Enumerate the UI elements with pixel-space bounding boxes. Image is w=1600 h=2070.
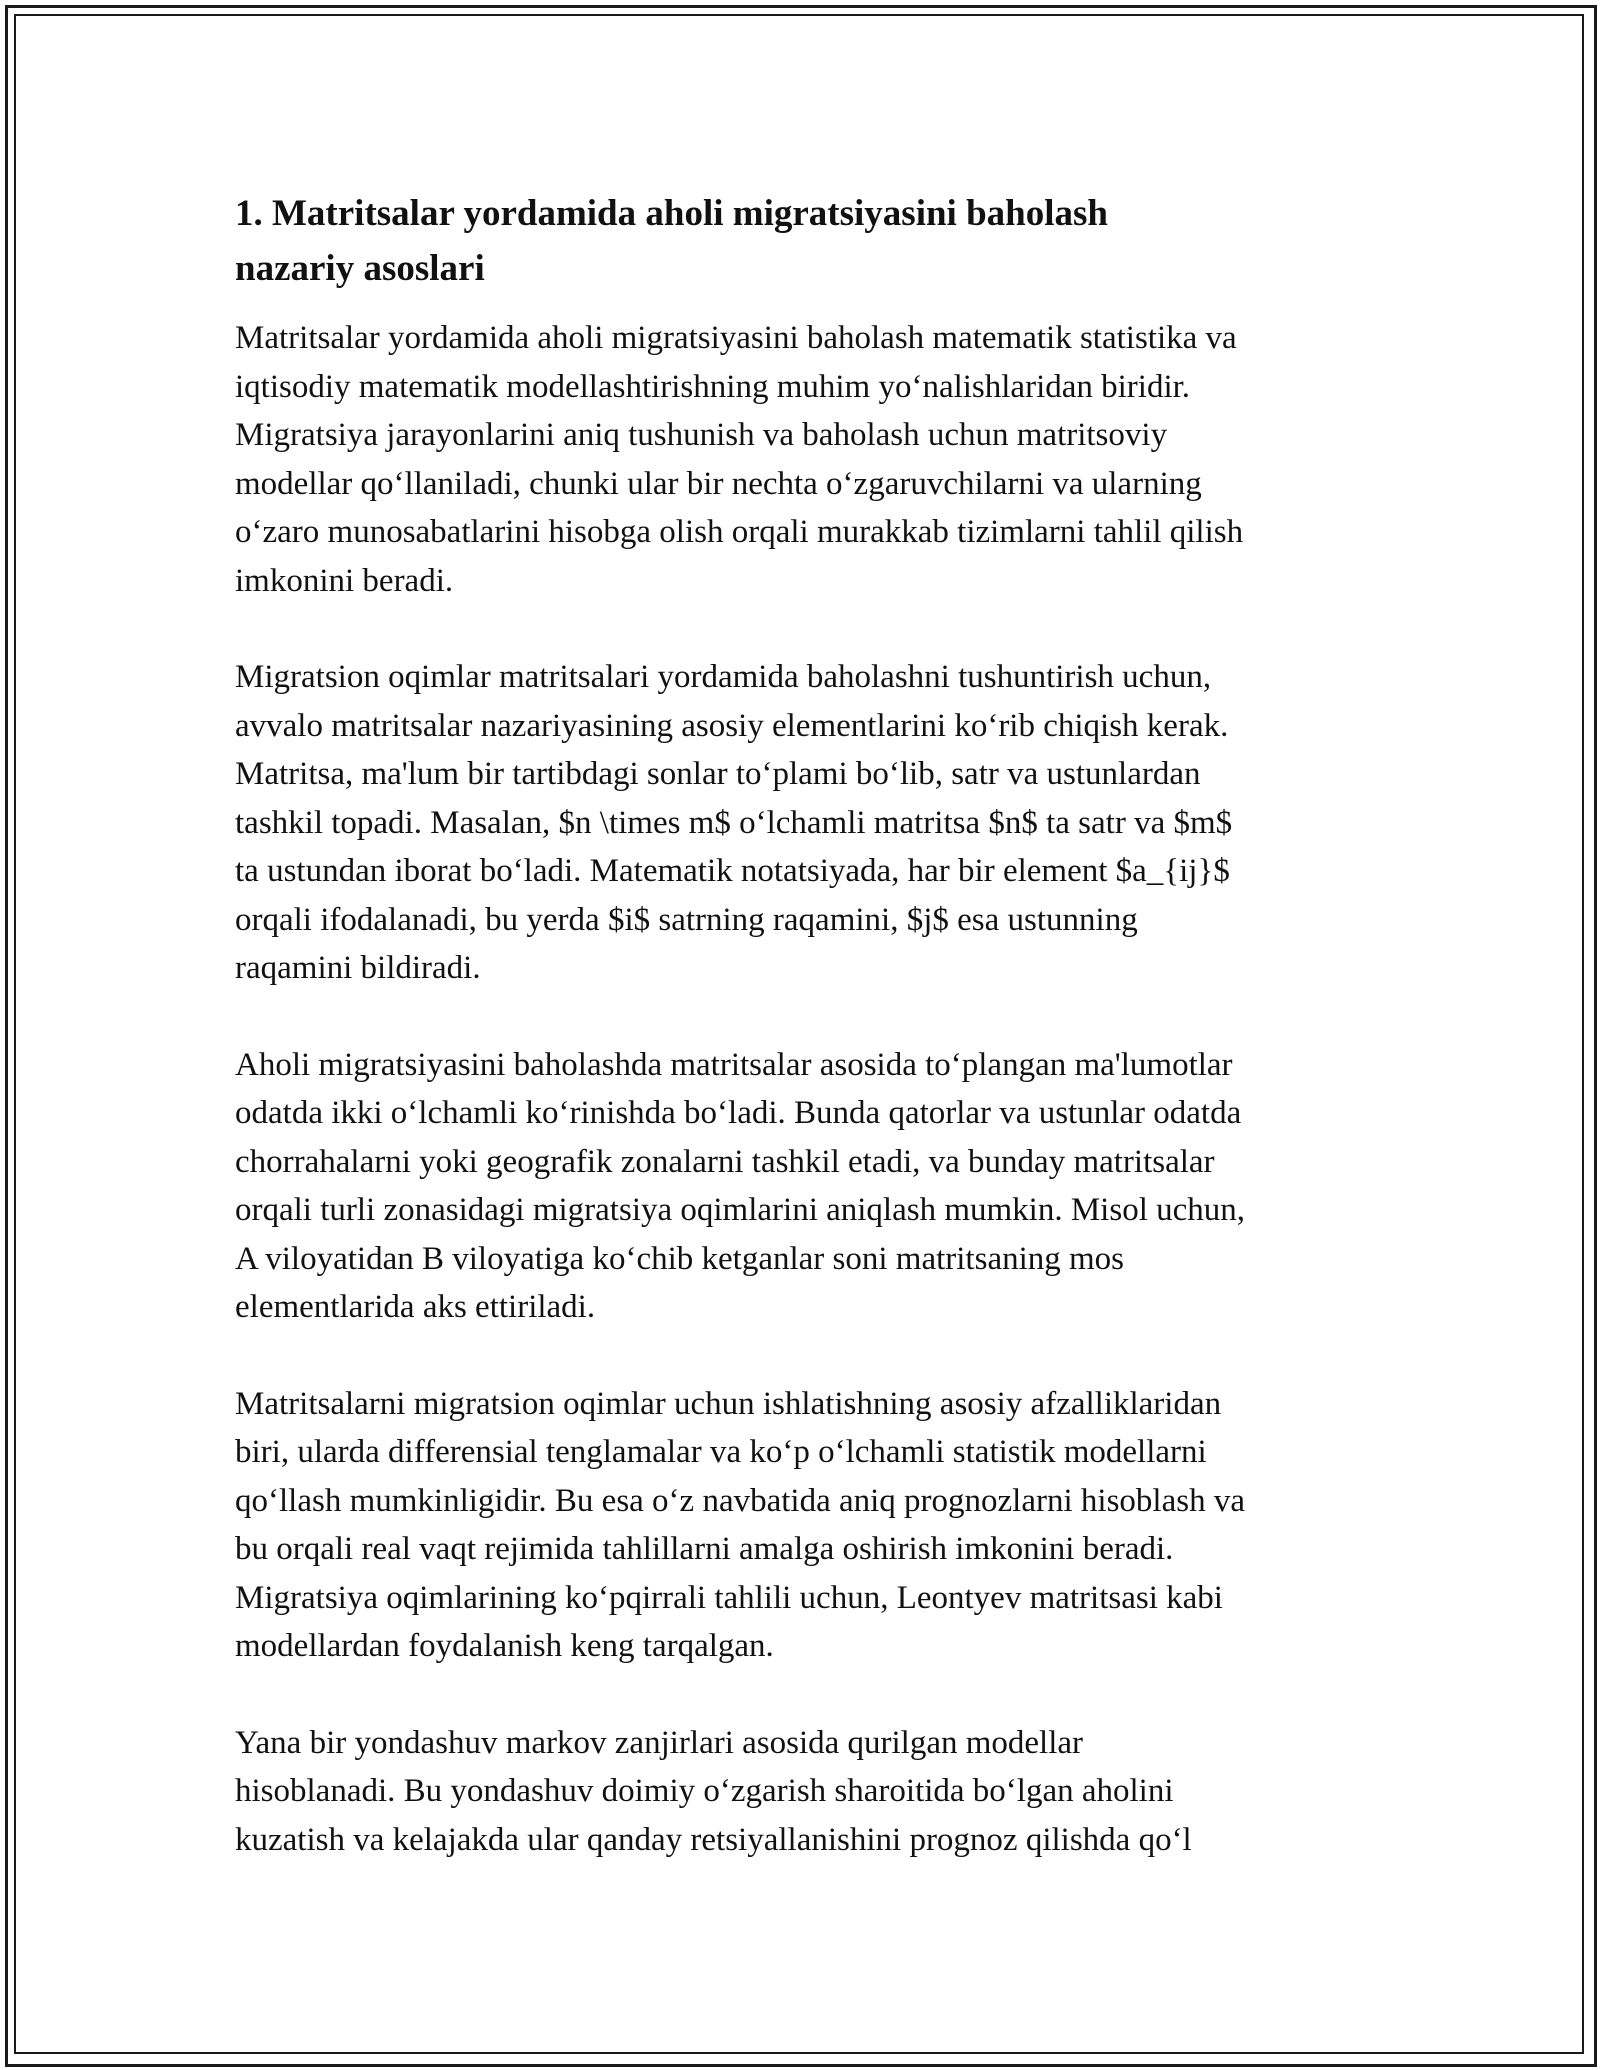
text-line: Matritsalarni migratsion oqimlar uchun ishlatishning asosiy afzalliklaridan: [235, 1385, 1222, 1422]
text-line: chorrahalarni yoki geografik zonalarni tashkil etadi, va bunday matritsalar: [235, 1143, 1215, 1180]
paragraph-two-dimensional: [235, 1041, 1375, 1332]
text-line: qo‘llash mumkinligidir. Bu esa o‘z navbatida aniq prognozlarni hisoblash va: [235, 1482, 1245, 1519]
heading-line: nazariy asoslari: [235, 248, 485, 289]
text-line: iqtisodiy matematik modellashtirishning muhim yo‘nalishlaridan biridir.: [235, 368, 1191, 405]
text-line: raqamini bildiradi.: [235, 950, 481, 986]
text-line: Migratsiya oqimlarining ko‘pqirrali tahlili uchun, Leontyev matritsasi kabi: [235, 1579, 1223, 1616]
text-line: bu orqali real vaqt rejimida tahlillarni amalga oshirish imkonini beradi.: [235, 1531, 1174, 1567]
text-line: orqali ifodalanadi, bu yerda $i$ satrning raqamini, $j$ esa ustunning: [235, 901, 1138, 938]
paragraph-advantages: [235, 1380, 1375, 1671]
paragraph-intro: [235, 314, 1375, 605]
text-line: imkonini beradi.: [235, 562, 454, 599]
text-line: ta ustundan iborat bo‘ladi. Matematik notatsiyada, har bir element $a_{ij}$: [235, 853, 1230, 889]
text-line: Migratsiya jarayonlarini aniq tushunish va baholash uchun matritsoviy: [235, 417, 1168, 453]
document-body: [235, 186, 1375, 1912]
text-line: o‘zaro munosabatlarini hisobga olish orqali murakkab tizimlarni tahlil qilish: [235, 514, 1244, 550]
paragraph-markov: [235, 1719, 1375, 1865]
text-line: avvalo matritsalar nazariyasining asosiy elementlarini ko‘rib chiqish kerak.: [235, 707, 1229, 744]
text-line: A viloyatidan B viloyatiga ko‘chib ketganlar soni matritsaning mos: [235, 1240, 1125, 1277]
text-line: kuzatish va kelajakda ular qanday retsiyallanishini prognoz qilishda qo‘l: [235, 1821, 1192, 1858]
text-line: hisoblanadi. Bu yondashuv doimiy o‘zgarish sharoitida bo‘lgan aholini: [235, 1773, 1174, 1809]
text-line: elementlarida aks ettiriladi.: [235, 1289, 596, 1325]
text-line: orqali turli zonasidagi migratsiya oqimlarini aniqlash mumkin. Misol uchun,: [235, 1192, 1246, 1228]
text-line: Matritsa, ma'lum bir tartibdagi sonlar to‘plami bo‘lib, satr va ustunlardan: [235, 756, 1201, 792]
text-line: Yana bir yondashuv markov zanjirlari asosida qurilgan modellar: [235, 1724, 1084, 1761]
heading-line: 1. Matritsalar yordamida aholi migratsiyasini baholash: [235, 193, 1108, 234]
paragraph-matrix-basics: [235, 653, 1375, 993]
text-line: modellardan foydalanish keng tarqalgan.: [235, 1628, 774, 1664]
text-line: Matritsalar yordamida aholi migratsiyasini baholash matematik statistika va: [235, 320, 1237, 356]
text-line: modellar qo‘llaniladi, chunki ular bir nechta o‘zgaruvchilarni va ularning: [235, 465, 1202, 502]
text-line: biri, ularda differensial tenglamalar va ko‘p o‘lchamli statistik modellarni: [235, 1434, 1207, 1470]
text-line: Migratsion oqimlar matritsalari yordamida baholashni tushuntirish uchun,: [235, 659, 1212, 695]
section-heading: [235, 186, 1375, 296]
text-line: odatda ikki o‘lchamli ko‘rinishda bo‘ladi. Bunda qatorlar va ustunlar odatda: [235, 1095, 1242, 1131]
text-line: tashkil topadi. Masalan, $n \times m$ o‘lchamli matritsa $n$ ta satr va $m$: [235, 804, 1233, 841]
text-line: Aholi migratsiyasini baholashda matritsalar asosida to‘plangan ma'lumotlar: [235, 1046, 1233, 1083]
